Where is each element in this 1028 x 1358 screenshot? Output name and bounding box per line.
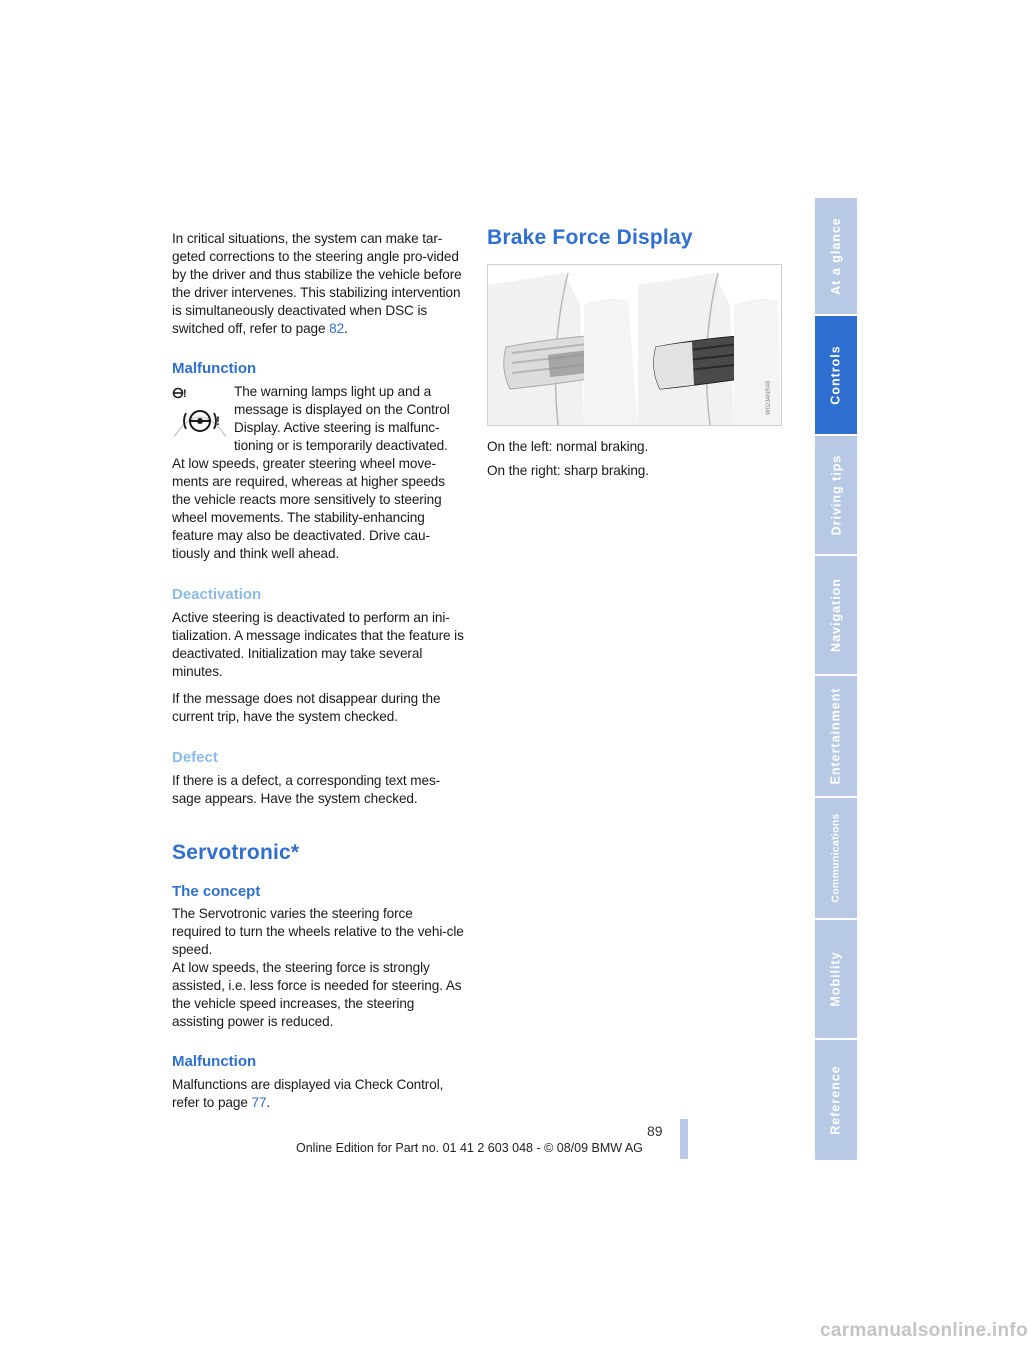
defect-heading: Defect [172, 749, 218, 766]
tab-mobility[interactable] [815, 920, 857, 1038]
tab-label: Entertainment [829, 687, 844, 785]
watermark: carmanualsonline.info [820, 1320, 1028, 1341]
tab-communications[interactable] [815, 798, 857, 918]
concept-text-2: At low speeds, the steering force is strongly assisted, i.e. less force is needed for steering. As the vehicle speed increases, the steering assisting power is reduced. [172, 960, 462, 1029]
page-link-82[interactable]: 82 [329, 321, 345, 336]
tab-driving-tips[interactable] [815, 436, 857, 554]
servotronic-heading: Servotronic* [172, 841, 300, 864]
tab-navigation[interactable] [815, 556, 857, 674]
warning-label: ! [183, 388, 187, 400]
tab-label: Reference [829, 1065, 844, 1135]
caption-left: On the left: normal braking. [487, 439, 649, 454]
deactivation-heading: Deactivation [172, 586, 262, 603]
warning-block [172, 383, 464, 455]
left-column [172, 230, 464, 1121]
intro-text: In critical situations, the system can make tar-geted corrections to the steering angle pro-vided by the driver and thus stabilize the vehicle before the driver intervenes. This stabilizing intervention is simultaneously deactivated when DSC is switched off, refer to page [172, 231, 462, 336]
steering-warning-icon [172, 385, 228, 441]
deactivation-text-2: If the message does not disappear during the current trip, have the system checked. [172, 691, 441, 724]
tab-label: Controls [829, 345, 844, 405]
caption-right: On the right: sharp braking. [487, 463, 649, 478]
deactivation-text-1: Active steering is deactivated to perform an ini-tialization. A message indicates that the feature is deactivated. Initialization may take several minutes. [172, 610, 464, 679]
svg-text:!: ! [216, 414, 220, 428]
tab-label: At a glance [829, 217, 843, 295]
malfunction2-heading: Malfunction [172, 1053, 257, 1070]
tab-label: Mobility [829, 951, 843, 1007]
low-speed-text: At low speeds, greater steering wheel move-ments are required, whereas at higher speeds the vehicle reacts more sensitively to steering wheel movements. The stability-enhancing feature may also be deactivated. Drive cau-tiously and think well ahead. [172, 456, 445, 561]
tab-label: Communications [830, 813, 842, 903]
right-column [487, 226, 787, 489]
defect-text: If there is a defect, a corresponding text mes-sage appears. Have the system checked. [172, 773, 441, 806]
tab-entertainment[interactable] [815, 676, 857, 796]
tab-reference[interactable] [815, 1040, 857, 1160]
tab-at-a-glance[interactable] [815, 198, 857, 314]
brake-force-heading: Brake Force Display [487, 226, 693, 249]
intro-paragraph: In critical situations, the system can make tar-geted corrections to the steering angle pro-vided by the driver and thus stabilize the vehicle before the driver intervenes. This stabilizing intervention is simultaneously deactivated when DSC is switched off, refer to page 82. [172, 231, 462, 336]
edition-footer: Online Edition for Part no. 01 41 2 603 048 - © 08/09 BMW AG [296, 1141, 643, 1155]
concept-text-1: The Servotronic varies the steering force required to turn the wheels relative to the vehi-cle speed. [172, 906, 464, 957]
tab-controls[interactable] [815, 316, 857, 434]
malfunction-heading: Malfunction [172, 360, 257, 377]
malfunction2-paragraph: Malfunctions are displayed via Check Control, refer to page 77. [172, 1077, 444, 1110]
page-link-77[interactable]: 77 [251, 1095, 267, 1110]
page-number: 89 [647, 1123, 663, 1139]
malfunction-text: The warning lamps light up and a message is displayed on the Control Display. Active steering is malfunc-tioning or is temporarily deactivated. [234, 384, 450, 453]
brake-lights-figure [487, 264, 782, 426]
footer-bar [680, 1119, 688, 1159]
figure-code: W0234NR48 [766, 380, 772, 415]
malfunction2-text: Malfunctions are displayed via Check Control, refer to page [172, 1077, 444, 1110]
tab-label: Driving tips [829, 454, 844, 536]
concept-heading: The concept [172, 883, 261, 900]
tab-label: Navigation [829, 578, 843, 652]
